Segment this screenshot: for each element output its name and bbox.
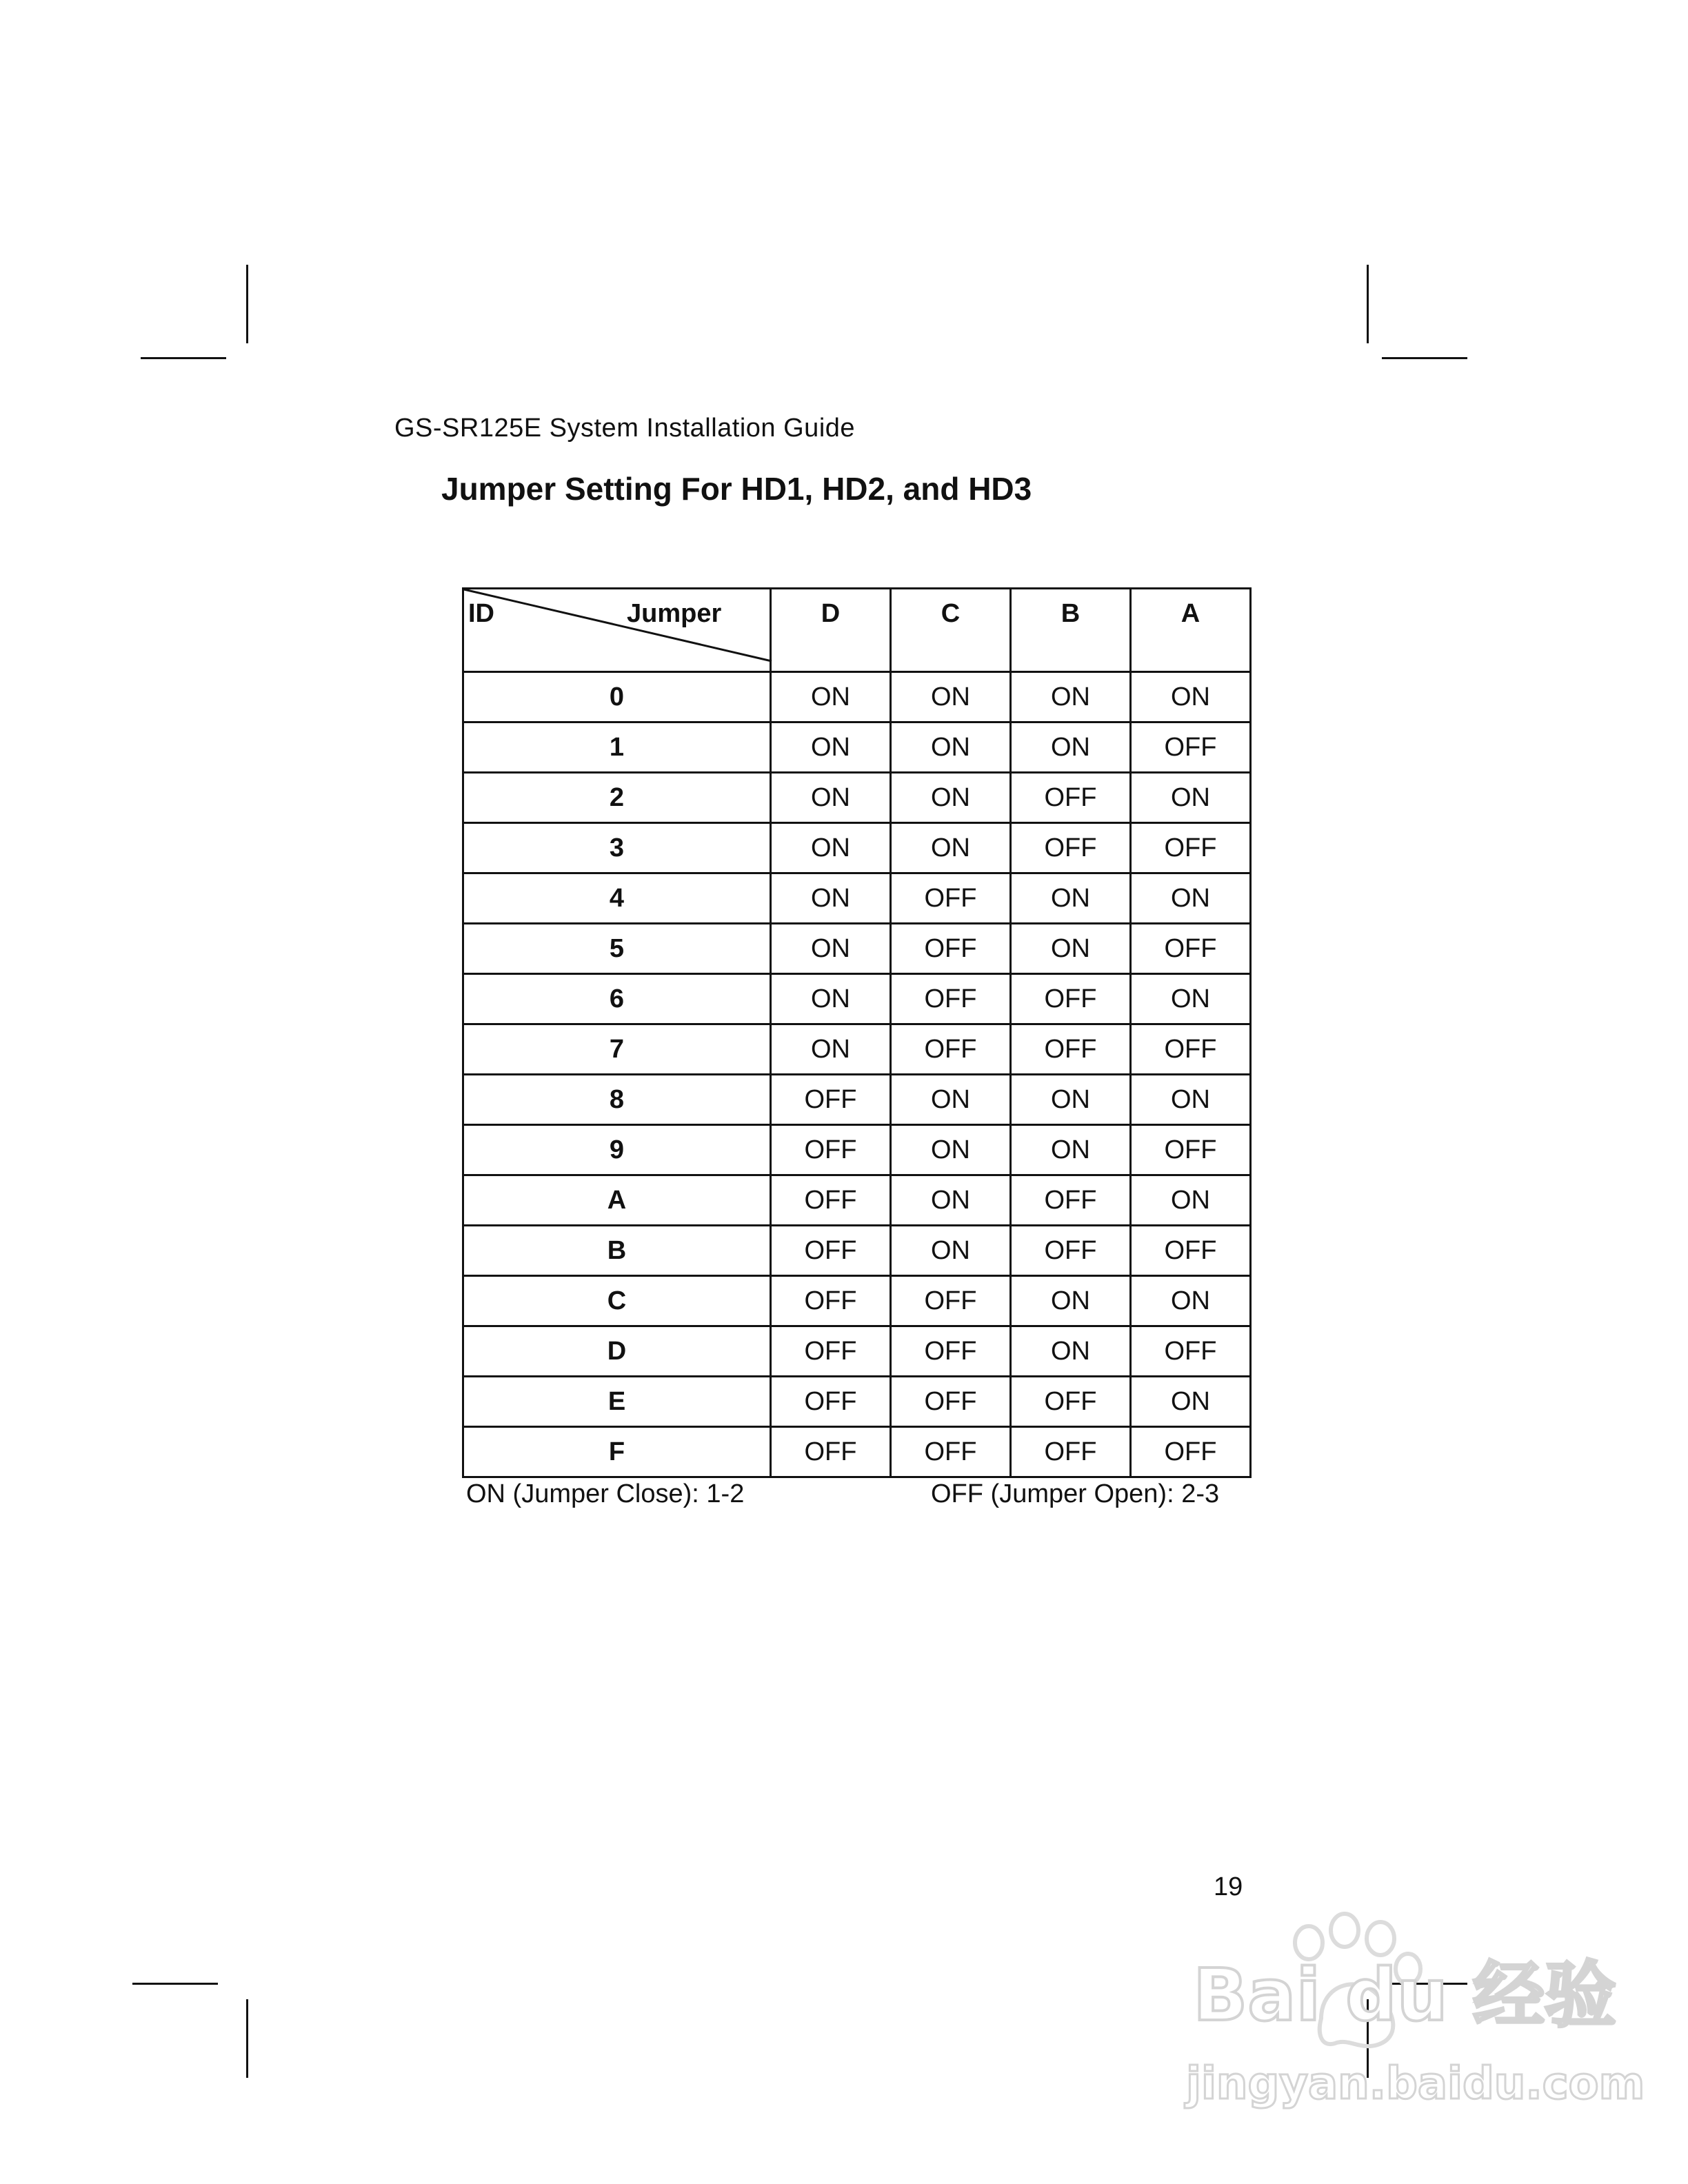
jumper-c-value: ON [891,722,1011,773]
jumper-c-value: OFF [891,1326,1011,1377]
jumper-c-value: ON [891,1075,1011,1125]
jumper-c-value: ON [891,1125,1011,1175]
table-row [463,1377,1251,1427]
jumper-a-value: OFF [1131,722,1251,773]
jumper-c-value: OFF [891,1377,1011,1427]
table-row [463,722,1251,773]
crop-mark-top-right-vertical [1367,265,1369,343]
table-row [463,773,1251,823]
row-id: 4 [463,873,771,924]
jumper-b-value: OFF [1011,974,1131,1024]
crop-mark-top-left-horizontal [141,357,226,359]
jumper-a-value: OFF [1131,1326,1251,1377]
jumper-a-value: OFF [1131,823,1251,873]
jumper-d-value: ON [771,873,891,924]
table-row [463,1024,1251,1075]
jumper-b-value: OFF [1011,1377,1131,1427]
table-row [463,823,1251,873]
crop-mark-top-right-horizontal [1382,357,1467,359]
section-title: Jumper Setting For HD1, HD2, and HD3 [441,471,1032,507]
jumper-b-value: ON [1011,672,1131,722]
table-row [463,974,1251,1024]
table-row [463,1276,1251,1326]
row-id: 1 [463,722,771,773]
jumper-c-value: ON [891,1175,1011,1226]
jumper-d-value: ON [771,823,891,873]
row-id: 9 [463,1125,771,1175]
column-header-c: C [891,589,1011,672]
row-id: 7 [463,1024,771,1075]
jumper-b-value: ON [1011,1075,1131,1125]
jumper-c-value: ON [891,1226,1011,1276]
watermark-brand: Bai du 经验 [1193,1953,1616,2037]
jumper-d-value: ON [771,924,891,974]
jumper-b-value: ON [1011,1276,1131,1326]
jumper-d-value: OFF [771,1125,891,1175]
jumper-a-value: ON [1131,873,1251,924]
baidu-jingyan-watermark [1186,1903,1645,2130]
table-row [463,672,1251,722]
jumper-a-value: ON [1131,672,1251,722]
crop-mark-top-left-vertical [246,265,248,343]
legend-on: ON (Jumper Close): 1-2 [466,1479,745,1508]
running-head: GS-SR125E System Installation Guide [394,414,856,443]
row-id: B [463,1226,771,1276]
jumper-b-value: ON [1011,1326,1131,1377]
row-id: D [463,1326,771,1377]
jumper-a-value: ON [1131,1377,1251,1427]
jumper-c-value: ON [891,823,1011,873]
row-id: C [463,1276,771,1326]
jumper-b-value: ON [1011,722,1131,773]
jumper-c-value: ON [891,672,1011,722]
crop-mark-bottom-left-horizontal [132,1983,218,1985]
jumper-b-value: OFF [1011,773,1131,823]
jumper-b-value: OFF [1011,823,1131,873]
jumper-a-value: OFF [1131,1024,1251,1075]
jumper-b-value: OFF [1011,1024,1131,1075]
jumper-b-value: OFF [1011,1427,1131,1477]
jumper-c-value: OFF [891,924,1011,974]
table-row [463,873,1251,924]
jumper-a-value: OFF [1131,1427,1251,1477]
jumper-d-value: OFF [771,1326,891,1377]
jumper-d-value: OFF [771,1226,891,1276]
id-header-label: ID [468,599,494,628]
jumper-d-value: ON [771,974,891,1024]
jumper-d-value: ON [771,722,891,773]
jumper-b-value: ON [1011,924,1131,974]
jumper-a-value: ON [1131,974,1251,1024]
table-row [463,1075,1251,1125]
jumper-d-value: OFF [771,1427,891,1477]
table-row [463,1427,1251,1477]
jumper-a-value: OFF [1131,1125,1251,1175]
row-id: 2 [463,773,771,823]
legend-off: OFF (Jumper Open): 2-3 [931,1479,1220,1508]
jumper-table [462,587,1252,1478]
jumper-d-value: ON [771,672,891,722]
row-id: F [463,1427,771,1477]
jumper-b-value: ON [1011,873,1131,924]
diagonal-corner-cell [463,589,771,672]
row-id: E [463,1377,771,1427]
jumper-a-value: ON [1131,773,1251,823]
jumper-d-value: ON [771,773,891,823]
row-id: 0 [463,672,771,722]
jumper-d-value: OFF [771,1075,891,1125]
jumper-a-value: OFF [1131,1226,1251,1276]
jumper-a-value: ON [1131,1276,1251,1326]
jumper-c-value: OFF [891,1427,1011,1477]
jumper-a-value: OFF [1131,924,1251,974]
diagonal-divider [464,589,772,661]
jumper-c-value: OFF [891,1276,1011,1326]
column-header-a: A [1131,589,1251,672]
jumper-b-value: ON [1011,1125,1131,1175]
column-header-b: B [1011,589,1131,672]
table-row [463,1125,1251,1175]
jumper-c-value: OFF [891,873,1011,924]
crop-mark-bottom-left-vertical [246,1999,248,2078]
jumper-d-value: OFF [771,1377,891,1427]
row-id: 3 [463,823,771,873]
jumper-d-value: OFF [771,1175,891,1226]
jumper-a-value: ON [1131,1075,1251,1125]
row-id: A [463,1175,771,1226]
watermark-url: jingyan.baidu.com [1186,2059,1645,2110]
table-header-row [463,589,1251,672]
table-row [463,1175,1251,1226]
table-row [463,1226,1251,1276]
jumper-c-value: ON [891,773,1011,823]
jumper-c-value: OFF [891,1024,1011,1075]
jumper-d-value: ON [771,1024,891,1075]
jumper-d-value: OFF [771,1276,891,1326]
row-id: 8 [463,1075,771,1125]
table-row [463,924,1251,974]
row-id: 5 [463,924,771,974]
jumper-c-value: OFF [891,974,1011,1024]
jumper-a-value: ON [1131,1175,1251,1226]
table-row [463,1326,1251,1377]
column-header-d: D [771,589,891,672]
jumper-header-label: Jumper [627,599,722,628]
jumper-b-value: OFF [1011,1226,1131,1276]
jumper-b-value: OFF [1011,1175,1131,1226]
row-id: 6 [463,974,771,1024]
page-number: 19 [1214,1872,1243,1901]
